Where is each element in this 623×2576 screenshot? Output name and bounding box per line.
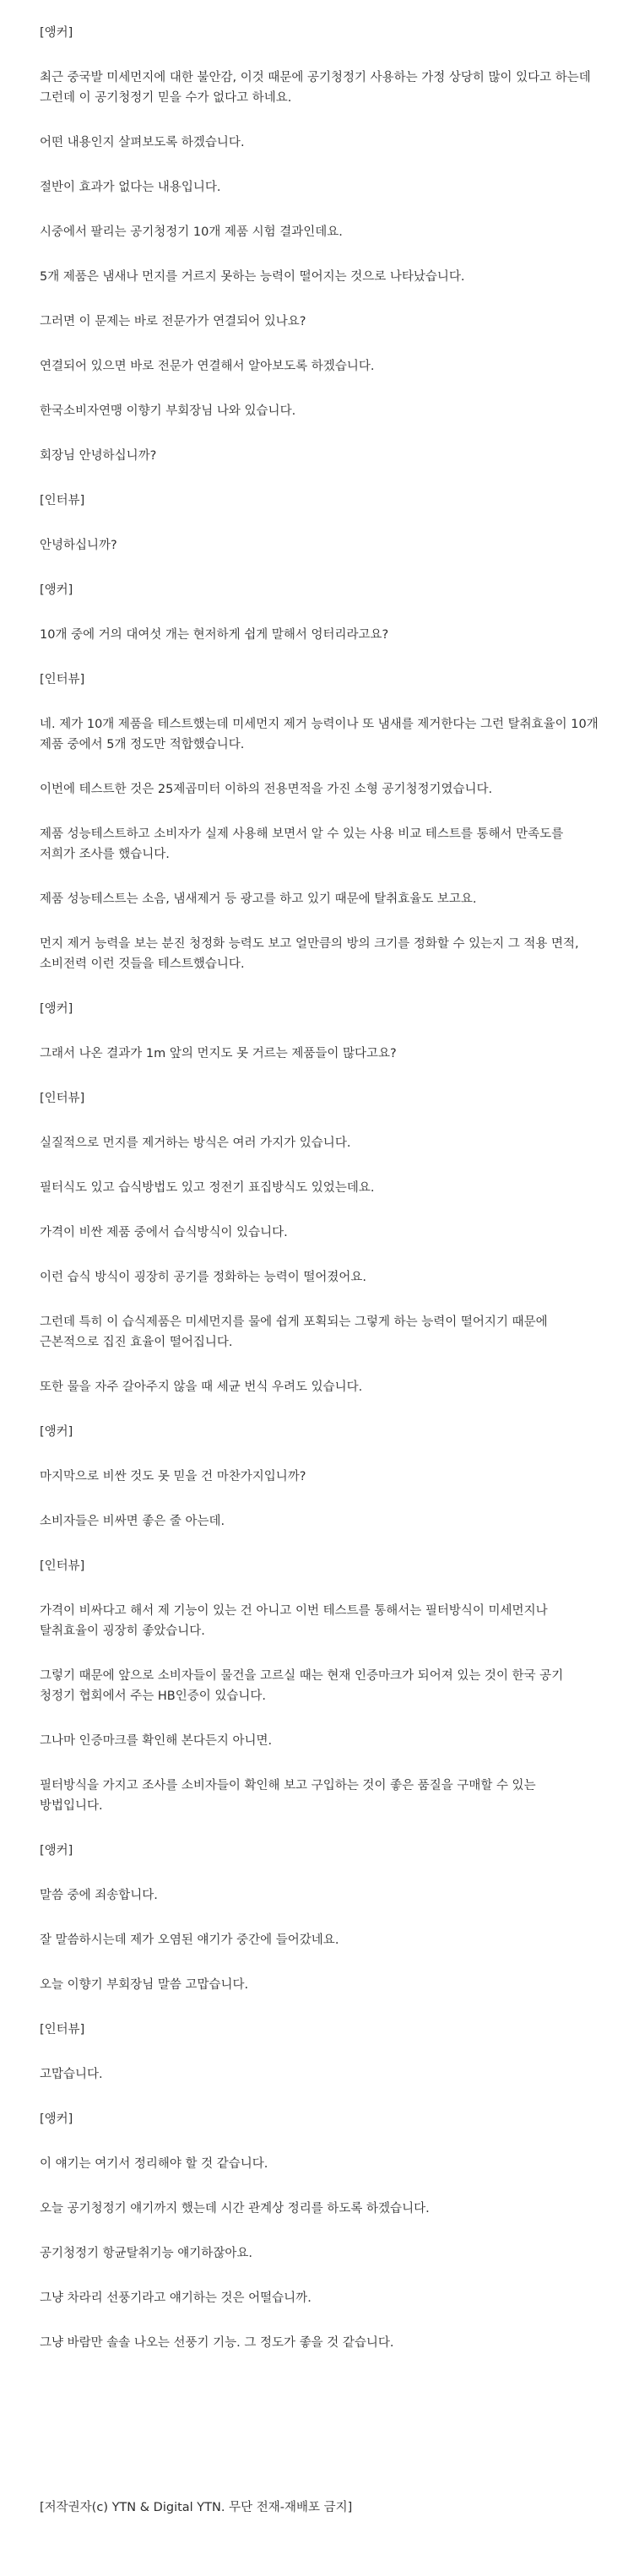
article-paragraph: 잘 말씀하시는데 제가 오염된 얘기가 중간에 들어갔네요. — [40, 1933, 339, 1947]
article-paragraph: 그런데 특히 이 습식제품은 미세먼지를 물에 쉽게 포획되는 그렇게 하는 능력이 떨어지기 때문에 근본적으로 집진 효율이 떨어집니다. — [40, 1315, 548, 1349]
article-paragraph: 필터식도 있고 습식방법도 있고 정전기 표집방식도 있었는데요. — [40, 1181, 375, 1195]
speaker-label: [앵커] — [40, 1002, 73, 1016]
article-paragraph: 오늘 이향기 부회장님 말씀 고맙습니다. — [40, 1978, 249, 1992]
article-paragraph: 이런 습식 방식이 굉장히 공기를 정화하는 능력이 떨어졌어요. — [40, 1271, 367, 1284]
article-paragraph: 이번에 테스트한 것은 25제곱미터 이하의 전용면적을 가진 소형 공기청정기였습니다. — [40, 783, 493, 796]
article-paragraph: 그나마 인증마크를 확인해 본다든지 아니면. — [40, 1734, 273, 1748]
article-paragraph: 그냥 바람만 솔솔 나오는 선풍기 기능. 그 정도가 좋을 것 같습니다. — [40, 2336, 394, 2350]
article-paragraph: 또한 물을 자주 갈아주지 않을 때 세균 번식 우려도 있습니다. — [40, 1380, 363, 1394]
article-paragraph: 고맙습니다. — [40, 2068, 103, 2081]
speaker-label: [앵커] — [40, 2112, 73, 2126]
speaker-label: [앵커] — [40, 1844, 73, 1857]
speaker-label: [인터뷰] — [40, 1559, 85, 1573]
article-paragraph: 가격이 비싸다고 해서 제 기능이 있는 건 아니고 이번 테스트를 통해서는 필터방식이 미세먼지나 탈취효율이 굉장히 좋았습니다. — [40, 1604, 548, 1638]
speaker-label: [앵커] — [40, 583, 73, 597]
speaker-label: [인터뷰] — [40, 494, 85, 507]
article-paragraph: 10개 중에 거의 대여섯 개는 현저하게 쉽게 말해서 엉터리라고요? — [40, 628, 389, 642]
article-paragraph: 오늘 공기청정기 얘기까지 했는데 시간 관계상 정리를 하도록 하겠습니다. — [40, 2202, 430, 2215]
speaker-label: [앵커] — [40, 26, 73, 40]
article-paragraph: 5개 제품은 냄새나 먼지를 거르지 못하는 능력이 떨어지는 것으로 나타났습니다. — [40, 270, 465, 284]
copyright-notice: [저작권자(c) YTN & Digital YTN. 무단 전재-재배포 금지] — [40, 2501, 353, 2514]
article-paragraph: 그래서 나온 결과가 1m 앞의 먼지도 못 거르는 제품들이 많다고요? — [40, 1047, 397, 1060]
article-paragraph: 네. 제가 10개 제품을 테스트했는데 미세먼지 제거 능력이나 또 냄새를 제거한다는 그런 탈취효율이 10개 제품 중에서 5개 정도만 적합했습니다. — [40, 718, 599, 751]
article-paragraph: 실질적으로 먼지를 제거하는 방식은 여러 가지가 있습니다. — [40, 1136, 351, 1150]
article-paragraph: 시중에서 팔리는 공기청정기 10개 제품 시험 결과인데요. — [40, 225, 343, 239]
article-paragraph: 안녕하십니까? — [40, 539, 117, 552]
article-paragraph: 말씀 중에 죄송합니다. — [40, 1889, 158, 1902]
speaker-label: [인터뷰] — [40, 673, 85, 686]
article-body — [40, 23, 602, 2378]
article-paragraph: 그러면 이 문제는 바로 전문가가 연결되어 있나요? — [40, 315, 306, 328]
article-paragraph: 어떤 내용인지 살펴보도록 하겠습니다. — [40, 136, 245, 149]
article-paragraph: 소비자들은 비싸면 좋은 줄 아는데. — [40, 1515, 225, 1528]
article-paragraph: 공기청정기 항균탈취기능 얘기하잖아요. — [40, 2247, 252, 2260]
article-paragraph: 절반이 효과가 없다는 내용입니다. — [40, 181, 221, 194]
article-paragraph: 한국소비자연맹 이향기 부회장님 나와 있습니다. — [40, 404, 296, 418]
speaker-label: [인터뷰] — [40, 2023, 85, 2036]
speaker-label: [앵커] — [40, 1425, 73, 1439]
article-paragraph: 최근 중국발 미세먼지에 대한 불안감, 이것 때문에 공기청정기 사용하는 가정 상당히 많이 있다고 하는데 그런데 이 공기청정기 믿을 수가 없다고 하네요. — [40, 71, 591, 105]
speaker-label: [인터뷰] — [40, 1092, 85, 1105]
article-paragraph: 그렇기 때문에 앞으로 소비자들이 물건을 고르실 때는 현재 인증마크가 되어져 있는 것이 한국 공기 청정기 협회에서 주는 HB인증이 있습니다. — [40, 1669, 564, 1703]
article-paragraph: 이 얘기는 여기서 정리해야 할 것 같습니다. — [40, 2157, 268, 2171]
article-paragraph: 연결되어 있으면 바로 전문가 연결해서 알아보도록 하겠습니다. — [40, 360, 375, 373]
article-paragraph: 제품 성능테스트하고 소비자가 실제 사용해 보면서 알 수 있는 사용 비교 테스트를 통해서 만족도를 저희가 조사를 했습니다. — [40, 827, 564, 861]
article-paragraph: 그냥 차라리 선풍기라고 얘기하는 것은 어떨습니까. — [40, 2291, 312, 2305]
article-paragraph: 제품 성능테스트는 소음, 냄새제거 등 광고를 하고 있기 때문에 탈취효율도 보고요. — [40, 892, 477, 906]
article-paragraph: 가격이 비싼 제품 중에서 습식방식이 있습니다. — [40, 1226, 288, 1239]
article-paragraph: 회장님 안녕하십니까? — [40, 449, 157, 463]
article-paragraph: 마지막으로 비싼 것도 못 믿을 건 마찬가지입니까? — [40, 1470, 306, 1483]
article-paragraph: 필터방식을 가지고 조사를 소비자들이 확인해 보고 구입하는 것이 좋은 품질을 구매할 수 있는 방법입니다. — [40, 1779, 536, 1813]
article-paragraph: 먼지 제거 능력을 보는 분진 청정화 능력도 보고 얼만큼의 방의 크기를 정화할 수 있는지 그 적용 면적, 소비전력 이런 것들을 테스트했습니다. — [40, 937, 579, 971]
